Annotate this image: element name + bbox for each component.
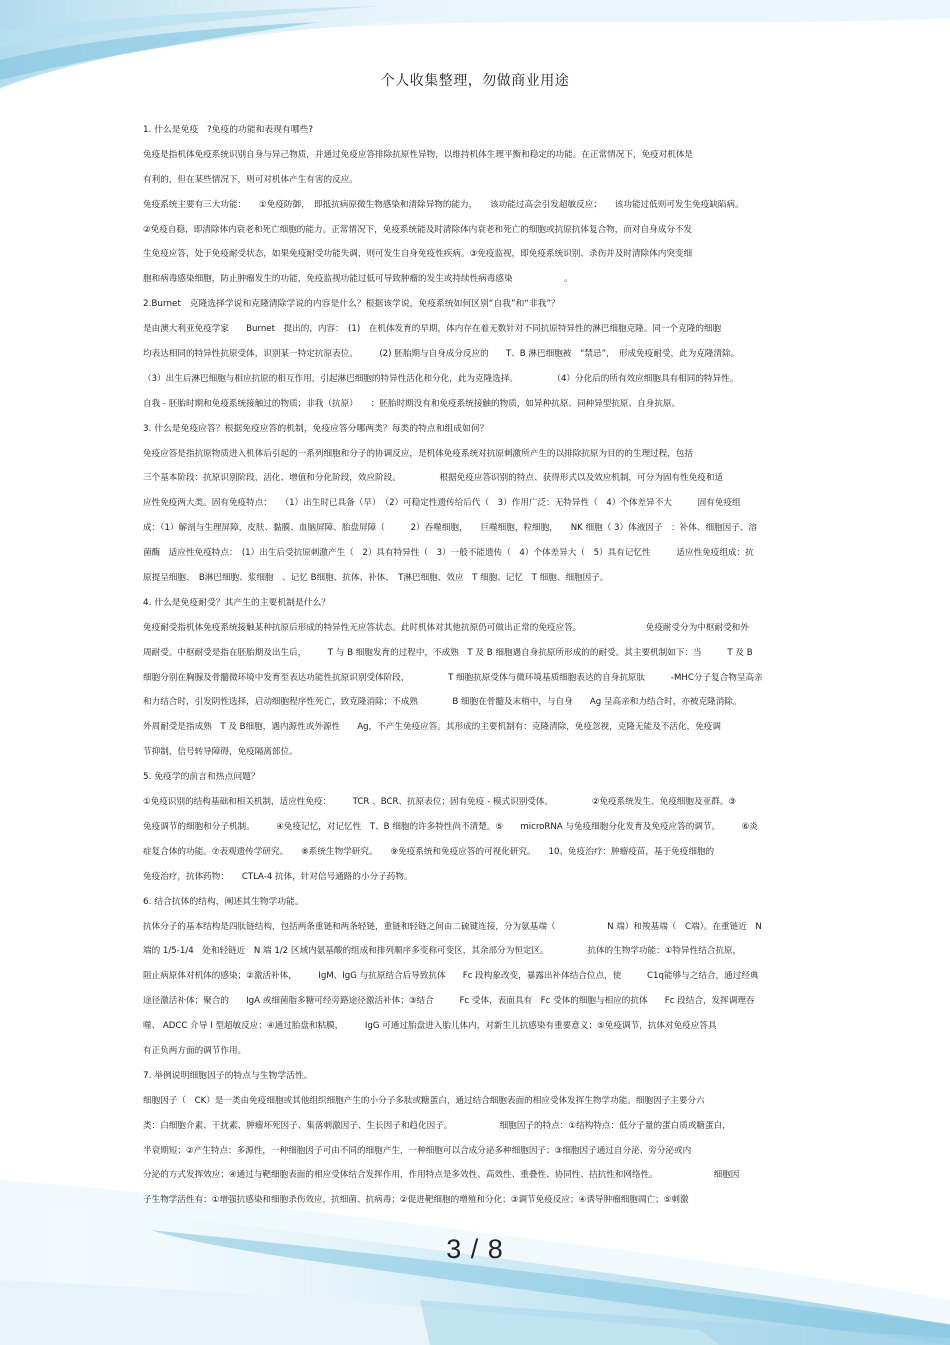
- paragraph-line: 均表达相同的特异性抗原受体，识别某一特定抗原表位。 (2) 胚胎期与自身成分反应的 T、B 淋巴细胞被 “禁忌”， 形成免疫耐受，此为克隆清除。: [143, 349, 740, 360]
- paragraph-line: 抗体分子的基本结构是四肽链结构，包括两条重链和两条轻链，重链和轻链之间由二硫键连接，分为氨基端（ N 端）和羧基端（ C端）。在重链近 N: [143, 921, 762, 932]
- section-heading: 7. 举例说明细胞因子的特点与生物学活性。: [143, 1070, 313, 1081]
- paragraph-line: 症复合体的功能。⑦表观遗传学研究。 ⑧系统生物学研究。 ⑨免疫系统和免疫应答的可视化研究。 10、免疫治疗：肿瘤疫苗，基于免疫细胞的: [143, 846, 715, 857]
- paragraph-line: 节抑制，信号转导障碍，免疫隔离部位。: [143, 747, 298, 758]
- section-heading: 3. 什么是免疫应答？根据免疫应答的机制，免疫应答分哪两类？每类的特点和组成如何？: [143, 423, 489, 434]
- paragraph-line: 免疫调节的细胞和分子机制。 ④免疫记忆，对记忆性 T、B 细胞的许多特性尚不清楚。⑤ microRNA 与免疫细胞分化发育及免疫应答的调节。 ⑥炎: [143, 821, 758, 832]
- section-heading: 2.Burnet 克隆选择学说和克隆清除学说的内容是什么？根据该学说，免疫系统如何区别“自我”和“非我”？: [143, 299, 560, 310]
- paragraph-line: 原提呈细胞、 B淋巴细胞、浆细胞 、记忆 B细胞、抗体、补体、 T淋巴细胞、效应 T 细胞、记忆 T 细胞、细胞因子。: [143, 573, 609, 584]
- paragraph-line: 类：白细胞介素、干扰素、肿瘤坏死因子、集落刺激因子、生长因子和趋化因子。 细胞因子的特点：①结构特点：低分子量的蛋白质或糖蛋白，: [143, 1120, 731, 1131]
- paragraph-line: 成：（1）解剖与生理屏障，皮肤、黏膜、血脑屏障、胎盘屏障（ 2）吞噬细胞， 巨噬细胞，粒细胞， NK 细胞（ 3）体液因子 ：补体、细胞因子、溶: [143, 523, 758, 534]
- document-body: [143, 118, 823, 1213]
- paragraph-line: ②免疫自稳，即清除体内衰老和死亡细胞的能力。正常情况下，免疫系统能及时清除体内衰老和死亡的细胞或抗原抗体复合物，而对自身成分不发: [143, 224, 693, 235]
- paragraph-line: 免疫应答是指抗原物质进入机体后引起的一系列细胞和分子的协调反应，是机体免疫系统对抗原刺激所产生的以排除抗原为目的的生理过程，包括: [143, 448, 694, 459]
- paragraph-line: 免疫治疗，抗体药物： CTLA-4 抗体，针对信号通路的小分子药物。: [143, 871, 413, 882]
- paragraph-line: 生免疫应答，处于免疫耐受状态，如果免疫耐受功能失调，则可发生自身免疫性疾病。③免疫监视，即免疫系统识别、杀伤并及时清除体内突变细: [143, 249, 693, 260]
- paragraph-line: 自我 - 胚胎时期和免疫系统接触过的物质；非我（抗原） ：胚胎时期没有和免疫系统接触的物质，如异种抗原、同种异型抗原、自身抗原。: [143, 398, 681, 409]
- paragraph-line: 子生物学活性有：①增强抗感染和细胞杀伤效应，抗细菌、抗病毒；②促进靶细胞的增殖和分化；③调节免疫反应；④诱导肿瘤细胞凋亡；⑤刺激: [143, 1195, 689, 1206]
- paragraph-line: （3）出生后淋巴细胞与相应抗原的相互作用，引起淋巴细胞的特异性活化和分化，此为克隆选择。 （4）分化后的所有效应细胞具有相同的特异性。: [143, 373, 739, 384]
- paragraph-line: 有正负两方面的调节作用。: [143, 1045, 247, 1056]
- section-heading: 4. 什么是免疫耐受？其产生的主要机制是什么？: [143, 597, 331, 608]
- paragraph-line: 三个基本阶段：抗原识别阶段，活化、增值和分化阶段，效应阶段。 根据免疫应答识别的特点、获得形式以及效应机制，可分为固有性免疫和适: [143, 473, 724, 484]
- paragraph-line: 应性免疫两大类。固有免疫特点： （1）出生时已具备（早） （2）可稳定性遗传给后代（ 3）作用广泛：无特异性（ 4）个体差异不大 固有免疫组: [143, 498, 741, 509]
- paragraph-line: 免疫系统主要有三大功能： ①免疫防御， 即抵抗病原微生物感染和清除异物的能力， 该功能过高会引发超敏反应； 该功能过低则可发生免疫缺陷病。: [143, 199, 744, 210]
- paragraph-line: 菌酶 适应性免疫特点： (1）出生后受抗原刺激产生（ 2）具有特异性（ 3）一般不能遗传（ 4）个体差异大（ 5）具有记忆性 适应性免疫组成：抗: [143, 548, 754, 559]
- paragraph-line: 免疫耐受指机体免疫系统接触某种抗原后形成的特异性无应答状态。此时机体对其他抗原仍可做出正常的免疫应答。 免疫耐受分为中枢耐受和外: [143, 622, 749, 633]
- paragraph-line: 免疫是指机体免疫系统识别自身与异己物质，并通过免疫应答排除抗原性异物，以维持机体生理平衡和稳定的功能。在正常情况下，免疫对机体是: [143, 149, 694, 160]
- paragraph-line: 细胞因子（ CK）是一类由免疫细胞或其他组织细胞产生的小分子多肽或糖蛋白，通过结合细胞表面的相应受体发挥生物学功能。细胞因子主要分六: [143, 1095, 705, 1106]
- section-heading: 5. 免疫学的前言和热点问题？: [143, 772, 260, 783]
- paragraph-line: 外周耐受是指成熟 T 及 B细胞，遇内源性或外源性 Ag，不产生免疫应答。其形成的主要机制有：克隆清除，免疫忽视，克隆无能及不活化，免疫调: [143, 722, 721, 733]
- section-heading: 6. 结合抗体的结构，阐述其生物学功能。: [143, 896, 304, 907]
- paragraph-line: 是由澳大利亚免疫学家 Burnet 提出的，内容： (1) 在机体发育的早期，体内存在着无数针对不同抗原特异性的淋巴细胞克隆。同一个克隆的细胞: [143, 324, 722, 335]
- page-number: 3 / 8: [446, 1234, 504, 1264]
- paragraph-line: 阻止病原体对机体的感染；②激活补体， IgM、IgG 与抗原结合后导致抗体 Fc 段构象改变，暴露出补体结合位点，使 C1q能够与之结合，通过经典: [143, 971, 759, 982]
- paragraph-line: 途径激活补体；聚合的 IgA 或细菌脂多糖可经旁路途径激活补体；③结合 Fc 受体，表面具有 Fc 受体的细胞与相应的抗体 Fc 段结合，发挥调理吞: [143, 996, 755, 1007]
- section-heading: 1. 什么是免疫 ?免疫的功能和表现有哪些?: [143, 125, 314, 135]
- paragraph-line: 端的 1/5-1/4 处和轻链近 N 端 1/2 区域内氨基酸的组成和排列顺序多变称可变区，其余部分为恒定区。 抗体的生物学功能：①特异性结合抗原，: [143, 946, 742, 957]
- paragraph-line: 细胞分别在胸腺及骨髓微环境中发育至表达功能性抗原识别受体阶段， T 细胞抗原受体与微环境基质细胞表达的自身抗原肽 -MHC分子复合物呈高亲: [143, 672, 763, 683]
- paragraph-line: ①免疫识别的结构基础和相关机制，适应性免疫： TCR 、BCR、抗原表位；固有免疫 - 模式识别受体。 ②免疫系统发生、免疫细胞及亚群。③: [143, 797, 737, 808]
- paragraph-line: 和力结合时，引发阴性选择，启动细胞程序性死亡，致克隆消除；不成熟 B 细胞在骨髓及末梢中，与自身 Ag 呈高亲和力结合时，亦被克隆消除。: [143, 697, 742, 708]
- paragraph-line: 半衰期短；②产生特点：多源性，一种细胞因子可由不同的细胞产生，一种细胞可以合成分泌多种细胞因子；③细胞因子通过自分泌、旁分泌或内: [143, 1145, 692, 1156]
- paragraph-line: 周耐受。中枢耐受是指在胚胎期及出生后， T 与 B 细胞发育的过程中，不成熟 T 及 B 细胞遇自身抗原所形成的的耐受。其主要机制如下：当 T 及 B: [143, 647, 753, 658]
- paragraph-line: 有利的，但在某些情况下，则可对机体产生有害的反应。: [143, 174, 358, 185]
- paragraph-line: 分泌的方式发挥效应；④通过与靶细胞表面的相应受体结合发挥作用，作用特点是多效性、高效性、重叠性、协同性、拮抗性和网络性。 细胞因: [143, 1170, 740, 1181]
- paragraph-line: 噬、 ADCC 介导 I 型超敏反应；④通过胎盘和粘膜， IgG 可通过胎盘进入胎儿体内，对新生儿抗感染有重要意义；⑤免疫调节，抗体对免疫应答具: [143, 1021, 717, 1032]
- page-header: 个人收集整理，勿做商业用途: [380, 73, 570, 89]
- paragraph-line: 胞和病毒感染细胞，防止肿瘤发生的功能，免疫监视功能过低可导致肿瘤的发生或持续性病毒感染 。: [143, 274, 573, 285]
